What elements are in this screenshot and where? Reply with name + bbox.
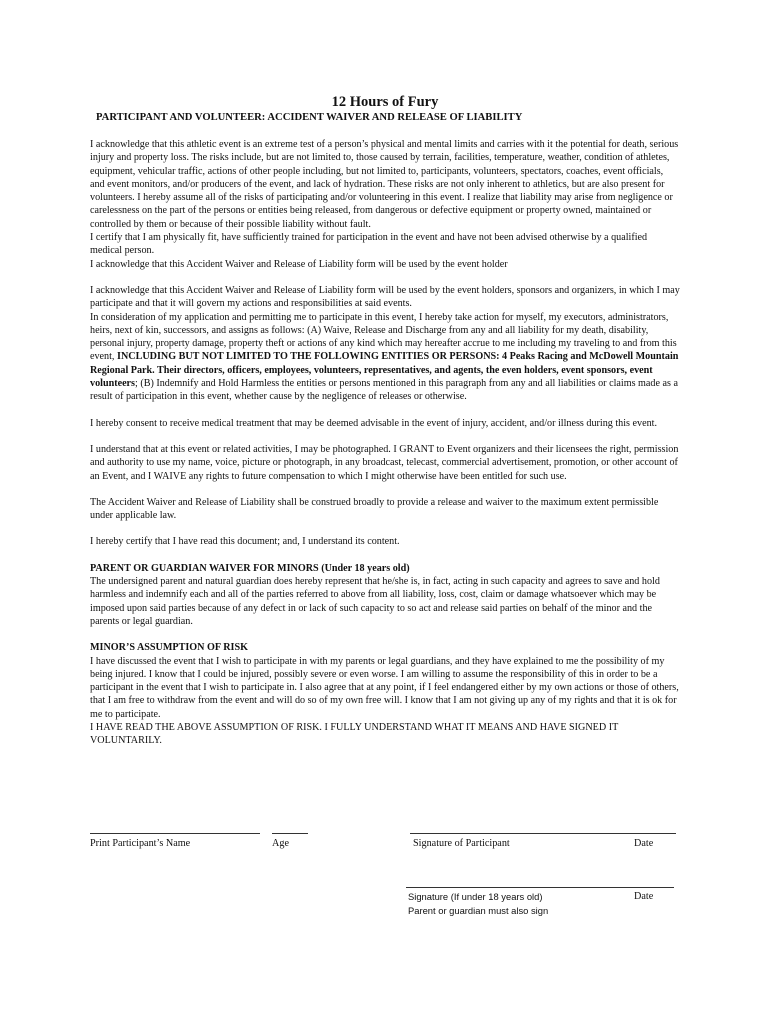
- minor-heading: MINOR’S ASSUMPTION OF RISK: [90, 642, 248, 654]
- guardian-note: Parent or guardian must also sign: [408, 905, 549, 916]
- consideration-text-b: ; (B) Indemnify and Hold Harmless the entities or persons mentioned in this paragraph from any and all liabilities or claims made as a result of participation in this event, whether cause by the negligence of releases or otherwise.: [90, 378, 678, 403]
- age-label: Age: [272, 838, 289, 849]
- consideration-entities: INCLUDING BUT NOT LIMITED TO THE FOLLOWING ENTITIES OR PERSONS: 4 Peaks Racing and McDowell Mountain Regional Park. Their directors, officers, employees, volunteers, representatives, and agents, the even holders, event sponsors, event volunteers: [90, 351, 679, 390]
- guardian-heading: PARENT OR GUARDIAN WAIVER FOR MINORS (Under 18 years old): [90, 562, 410, 574]
- paragraph-acknowledge-holder: I acknowledge that this Accident Waiver and Release of Liability form will be used by the event holder: [90, 258, 508, 270]
- date-label-participant: Date: [634, 838, 654, 849]
- paragraph-acknowledge-sponsors: I acknowledge that this Accident Waiver and Release of Liability form will be used by the event holders, sponsors and organizers, in which I may participate and that it will govern my actions and responsibilities at said events.: [90, 284, 680, 310]
- paragraph-medical: I hereby consent to receive medical treatment that may be deemed advisable in the event of injury, accident, and/or illness during this event.: [90, 417, 657, 429]
- consideration-text-a: In consideration of my application and permitting me to participate in this event, I hereby take action for myself, my executors, administrators, heirs, next of kin, successors, and assigns as follows: (A) Waive, Release and Discharge from any and all liability for my death, disability, personal injury, property damage, property theft or actions of any kind which may hereafter accrue to me including my traveling to and from this event,: [90, 311, 677, 363]
- document-title: 12 Hours of Fury: [331, 94, 439, 110]
- participant-signature-label: Signature of Participant: [413, 838, 510, 849]
- paragraph-construed: The Accident Waiver and Release of Liability shall be construed broadly to provide a release and waiver to the maximum extent permissible under applicable law.: [90, 496, 659, 522]
- participant-signature-line[interactable]: [410, 833, 676, 834]
- print-name-line[interactable]: [90, 833, 260, 834]
- guardian-text: The undersigned parent and natural guardian does hereby represent that he/she is, in fact, acting in such capacity and agrees to save and hold harmless and indemnify each and all of the parties referred to above from all liability, loss, cost, claim or damage whatsoever which may be imposed upon said parties because of any defect in or lack of such capacity to so act and release said parties on behalf of the minor and the parents or legal guardian.: [90, 576, 660, 627]
- age-line[interactable]: [272, 833, 308, 834]
- paragraph-risks: I acknowledge that this athletic event is an extreme test of a person’s physical and mental limits and carries with it the potential for death, serious injury and property loss. The risks include, but are not limited to, those caused by terrain, facilities, temperature, weather, condition of athletes, equipment, vehicular traffic, actions of other people including, but not limited to, participants, volunteers, spectators, coaches, event officials, and event monitors, and/or producers of the event, and lack of hydration. These risks are not only inherent to athletics, but are also present for volunteers. I hereby assume all of the risks of participating and/or volunteering in this event. I realize that liability may arise from negligence or carelessness on the part of the persons or entities being released, from dangerous or defective equipment or property owned, maintained or controlled by them or because of their possible liability without fault.: [90, 139, 679, 230]
- paragraph-certify: I hereby certify that I have read this document; and, I understand its content.: [90, 536, 400, 548]
- document-subtitle: PARTICIPANT AND VOLUNTEER: ACCIDENT WAIVER AND RELEASE OF LIABILITY: [96, 112, 523, 123]
- date-label-guardian: Date: [634, 891, 654, 902]
- print-name-label: Print Participant’s Name: [90, 838, 191, 849]
- guardian-signature-label: Signature (If under 18 years old): [408, 891, 543, 902]
- guardian-signature-line[interactable]: [406, 887, 674, 888]
- minor-text: I have discussed the event that I wish to participate in with my parents or legal guardians, and they have explained to me the possibility of my being injured. I know that I could be injured, possibly severe or even worse. I am willing to assume the responsibility of this in order to be a participant in the event that I wish to participate in. I also agree that at any point, if I feel endangered either by my own actions or those of others, that I am free to withdraw from the event and will do so of my own free will. I know that I am not giving up any of my rights and that it is ok for me to participate.: [90, 655, 679, 720]
- paragraph-fitness: I certify that I am physically fit, have sufficiently trained for participation in the event and have not been advised otherwise by a qualified medical person.: [90, 232, 648, 257]
- minor-caps-statement: I HAVE READ THE ABOVE ASSUMPTION OF RISK. I FULLY UNDERSTAND WHAT IT MEANS AND HAVE SIGNED IT VOLUNTARILY.: [90, 721, 619, 747]
- paragraph-photography: I understand that at this event or related activities, I may be photographed. I GRANT to Event organizers and their licensees the right, permission and authority to use my name, voice, picture or photograph, in any broadcast, telecast, commercial advertisement, promotion, or other account of an Event, and I WAIVE any rights to future compensation to which I might otherwise have been entitled for such use.: [90, 443, 679, 482]
